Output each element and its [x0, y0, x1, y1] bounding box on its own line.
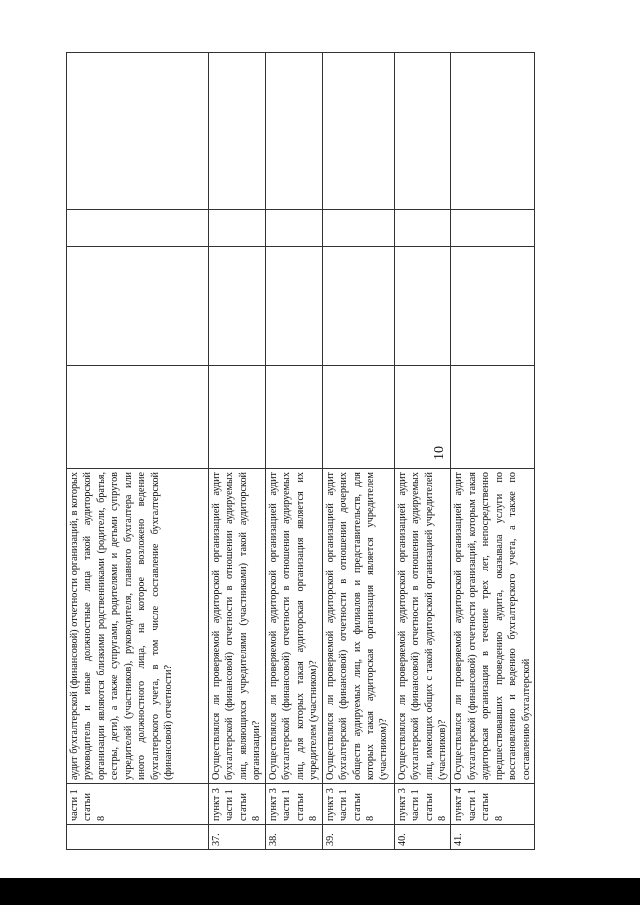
answer-cell [451, 210, 535, 247]
notes-cell [67, 53, 209, 210]
legal-reference-cell: части 1 статьи 8 [67, 784, 209, 825]
question-cell: Осуществлялся ли проверяемой аудиторской организацией аудит бухгалтерской (финансовой) отчетности в отношении аудируемых лиц, для которых такая аудиторская организация является их учредителем (участником)? [265, 469, 322, 784]
scan-bottom-border [0, 878, 640, 905]
table-row [67, 53, 209, 850]
notes-cell [209, 53, 266, 210]
answer-cell [322, 247, 394, 366]
answer-cell [209, 210, 266, 247]
notes-cell [394, 53, 451, 210]
legal-reference-cell: пункт 3 части 1 статьи 8 [394, 784, 451, 825]
legal-reference-cell: пункт 4 части 1 статьи 8 [451, 784, 535, 825]
row-number-cell: 38. [265, 825, 322, 850]
answer-cell [394, 210, 451, 247]
row-number-cell: 41. [451, 825, 535, 850]
answer-cell [67, 366, 209, 469]
page-number: 10 [432, 446, 447, 460]
row-number-cell: 40. [394, 825, 451, 850]
answer-cell [265, 247, 322, 366]
checklist-table [66, 52, 535, 850]
notes-cell [265, 53, 322, 210]
row-number-cell [67, 825, 209, 850]
notes-cell [322, 53, 394, 210]
answer-cell [451, 366, 535, 469]
answer-cell [67, 210, 209, 247]
question-cell: Осуществлялся ли проверяемой аудиторской организацией аудит бухгалтерской (финансовой) отчетности в отношении дочерних обществ аудируемых лиц, их филиалов и представительств, для которых такая аудиторская организация является учредителем (участником)? [322, 469, 394, 784]
table-row [265, 53, 322, 850]
legal-reference-cell: пункт 3 части 1 статьи 8 [265, 784, 322, 825]
checklist-table-container [66, 60, 532, 850]
answer-cell [394, 366, 451, 469]
answer-cell [451, 247, 535, 366]
question-cell: Осуществлялся ли проверяемой аудиторской организацией аудит бухгалтерской (финансовой) отчетности организаций, которым такая аудиторская организация в течение трех лет, непосредственно предшествовавших проведению аудита, оказывала услуги по восстановлению и ведению бухгалтерского учета, а также по составлению бухгалтерской [451, 469, 535, 784]
answer-cell [265, 210, 322, 247]
answer-cell [209, 247, 266, 366]
answer-cell [265, 366, 322, 469]
row-number-cell: 39. [322, 825, 394, 850]
question-cell: Осуществлялся ли проверяемой аудиторской организацией аудит бухгалтерской (финансовой) отчетности в отношении аудируемых лиц, являющихся учредителями (участниками) такой аудиторской организации? [209, 469, 266, 784]
legal-reference-cell: пункт 3 части 1 статьи 8 [209, 784, 266, 825]
answer-cell [322, 210, 394, 247]
answer-cell [209, 366, 266, 469]
legal-reference-cell: пункт 3 части 1 статьи 8 [322, 784, 394, 825]
answer-cell [394, 247, 451, 366]
table-row [451, 53, 535, 850]
row-number-cell: 37. [209, 825, 266, 850]
notes-cell [451, 53, 535, 210]
table-row [322, 53, 394, 850]
answer-cell [67, 247, 209, 366]
answer-cell [322, 366, 394, 469]
question-cell: Осуществлялся ли проверяемой аудиторской организацией аудит бухгалтерской (финансовой) отчетности в отношении аудируемых лиц, имеющих общих с такой аудиторской организацией учредителей (участников)? [394, 469, 451, 784]
table-row [394, 53, 451, 850]
question-cell: аудит бухгалтерской (финансовой) отчетности организаций, в которых руководитель и иные должностные лица такой аудиторской организации являются близкими родственниками (родители, братья, сестры, дети), а также супругами, родителями и детьми супругов учредителей (участников), руководителя, главного бухгалтера или иного должностного лица, на которое возложено ведение бухгалтерского учета, в том числе составление бухгалтерской (финансовой) отчетности? [67, 469, 209, 784]
table-row [209, 53, 266, 850]
